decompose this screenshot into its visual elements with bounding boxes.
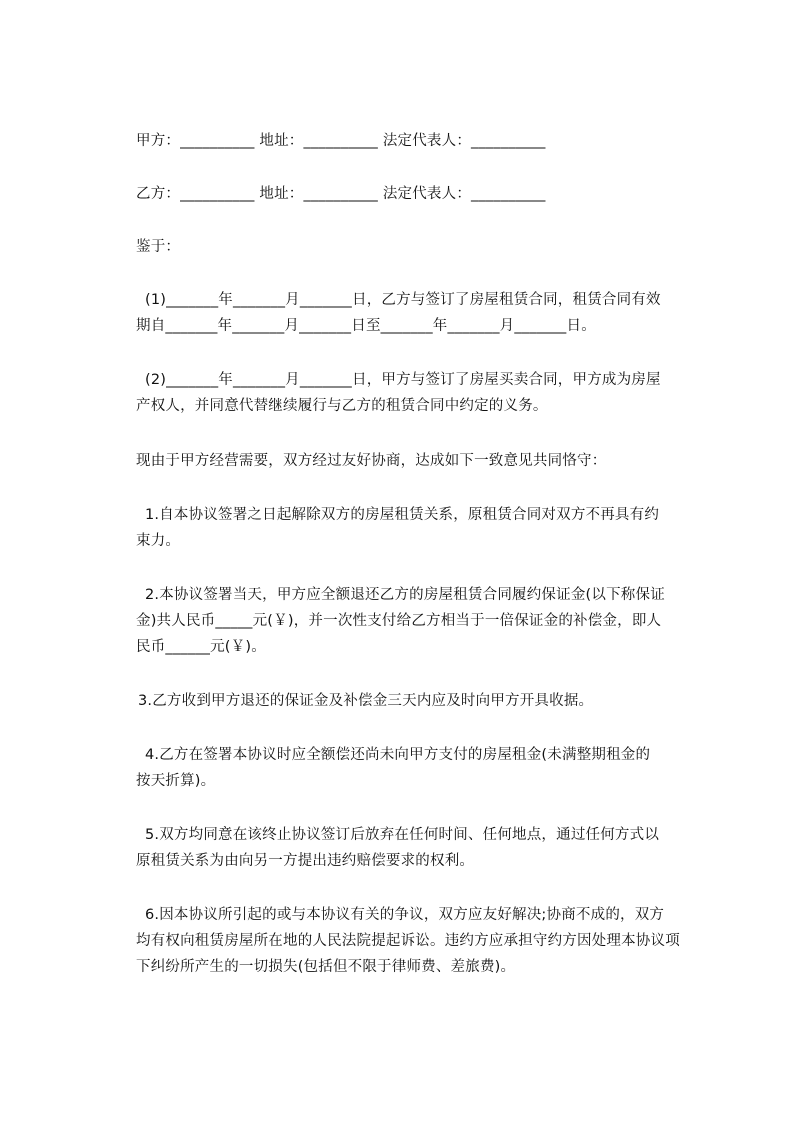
- whereas-item-1-line-1: (1)_______年_______月_______日，乙方与签订了房屋租赁合同，租赁合同有效: [145, 292, 661, 308]
- intro-paragraph: 现由于甲方经营需要，双方经过友好协商，达成如下一致意见共同恪守：: [136, 453, 607, 469]
- clause-1-line-2: 束力。: [136, 533, 181, 549]
- whereas-item-1-line-2: 期自_______年_______月_______日至_______年_______月_______日。: [136, 318, 596, 334]
- clause-6-line-1: 6.因本协议所引起的或与本协议有关的争议，双方应友好解决;协商不成的，双方: [145, 907, 665, 923]
- party-a-line: 甲方：__________ 地址：__________ 法定代表人：__________: [136, 133, 546, 149]
- clause-2-line-2: 金)共人民币_____元(￥)，并一次性支付给乙方相当于一倍保证金的补偿金，即人: [136, 613, 662, 629]
- whereas-heading: 鉴于：: [136, 239, 181, 255]
- clause-4-line-2: 按天折算)。: [136, 773, 216, 789]
- clause-2-line-1: 2.本协议签署当天，甲方应全额退还乙方的房屋租赁合同履约保证金(以下称保证: [145, 587, 665, 603]
- clause-5-line-2: 原租赁关系为由向另一方提出违约赔偿要求的权利。: [136, 853, 475, 869]
- clause-2-line-3: 民币______元(￥)。: [136, 639, 266, 655]
- clause-1-line-1: 1.自本协议签署之日起解除双方的房屋租赁关系，原租赁合同对双方不再具有约: [145, 507, 660, 523]
- clause-3-line-1: 3.乙方收到甲方退还的保证金及补偿金三天内应及时向甲方开具收据。: [138, 693, 594, 709]
- clause-5-line-1: 5.双方均同意在该终止协议签订后放弃在任何时间、任何地点，通过任何方式以: [145, 827, 660, 843]
- party-b-line: 乙方：__________ 地址：__________ 法定代表人：__________: [136, 186, 546, 202]
- clause-6-line-2: 均有权向租赁房屋所在地的人民法院提起诉讼。违约方应承担守约方因处理本协议项: [136, 933, 680, 949]
- clause-4-line-1: 4.乙方在签署本协议时应全额偿还尚未向甲方支付的房屋租金(未满整期租金的: [145, 747, 651, 763]
- whereas-item-2-line-2: 产权人，并同意代替继续履行与乙方的租赁合同中约定的义务。: [136, 398, 548, 414]
- whereas-item-2-line-1: (2)_______年_______月_______日，甲方与签订了房屋买卖合同，甲方成为房屋: [145, 372, 661, 388]
- clause-6-line-3: 下纠纷所产生的一切损失(包括但不限于律师费、差旅费)。: [136, 959, 516, 975]
